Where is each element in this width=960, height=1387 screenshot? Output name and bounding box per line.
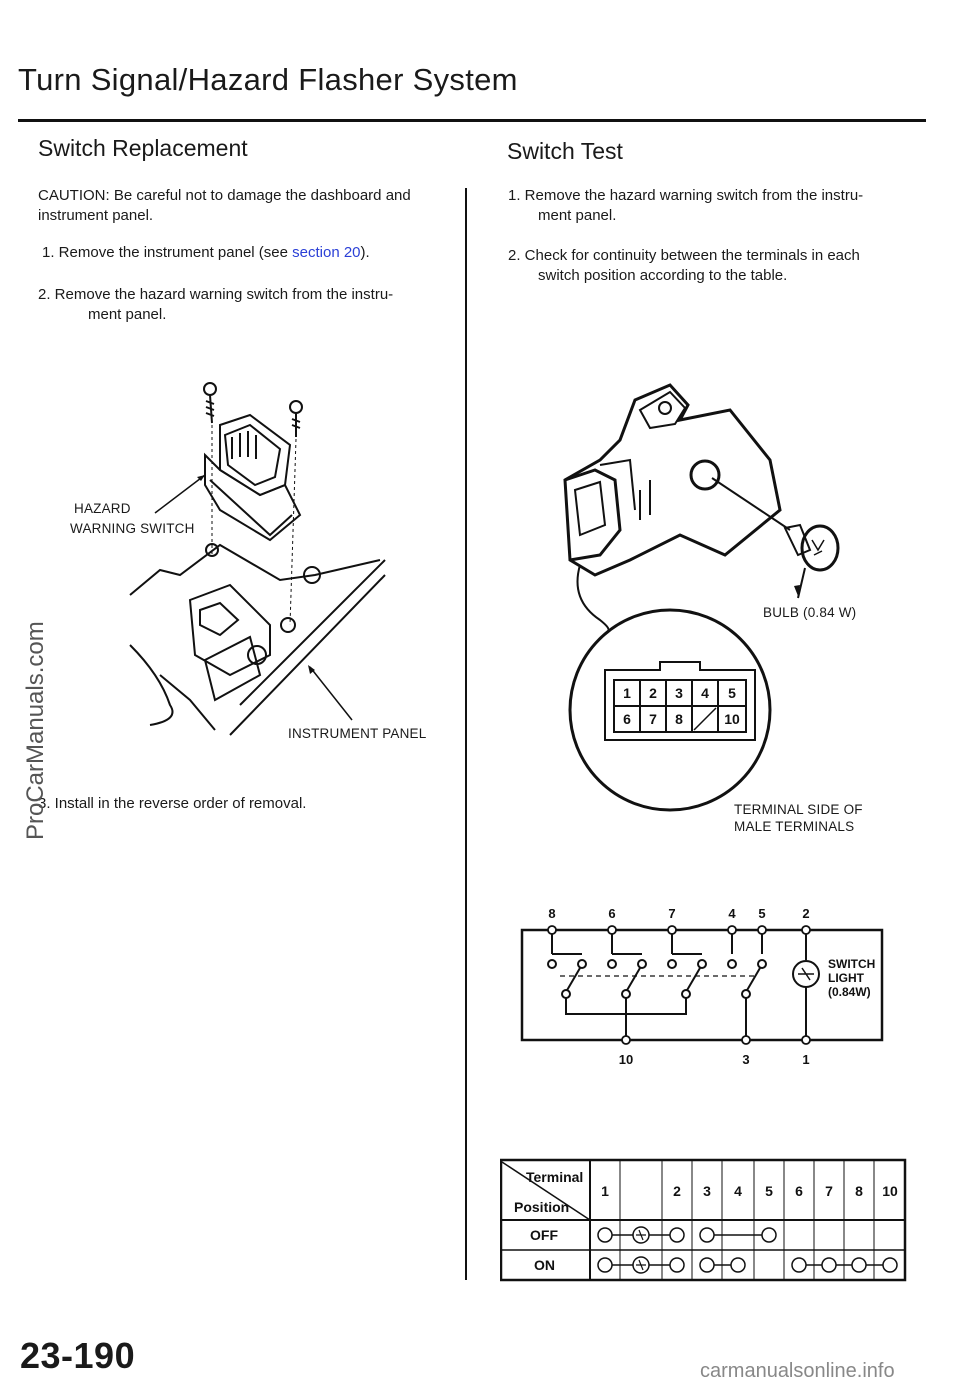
hazard-switch-removal-illustration [120,375,400,745]
switch-light-label-2: LIGHT [828,971,864,985]
pin-4: 4 [701,685,709,701]
col-5: 5 [765,1183,773,1199]
test-step-1: 1. Remove the hazard warning switch from the instru- ment panel. [508,187,864,224]
schematic-terminal-5: 5 [758,906,766,921]
switch-test-illustration [540,380,860,820]
hazard-label-line2: WARNING SWITCH [70,521,195,536]
pin-1: 1 [623,685,631,701]
switch-replacement-heading: Switch Replacement [38,135,248,161]
schematic-terminal-6: 6 [608,906,616,921]
corner-position: Position [514,1199,570,1215]
page-title: Turn Signal/Hazard Flasher System [18,62,518,97]
side-watermark: ProCarManuals.com [22,621,49,840]
caution-text: CAUTION: Be careful not to damage the dashboard and instrument panel. [38,187,411,224]
hazard-label-line1: HAZARD [74,501,131,516]
replacement-step-1: 1. Remove the instrument panel (see section 20). [42,244,370,261]
switch-test-heading: Switch Test [507,138,623,164]
corner-terminal: Terminal [526,1169,584,1185]
footer-watermark: carmanualsonline.info [700,1360,895,1382]
schematic-terminal-7: 7 [668,906,676,921]
pin-5: 5 [728,685,736,701]
schematic-terminal-3: 3 [742,1052,750,1067]
section-20-link[interactable]: section 20 [292,244,361,261]
col-8: 8 [855,1183,863,1199]
col-3: 3 [703,1183,711,1199]
bulb-label: BULB (0.84 W) [763,605,857,620]
terminal-side-label-2: MALE TERMINALS [734,819,855,834]
pin-7: 7 [649,711,657,727]
col-2: 2 [673,1183,681,1199]
switch-schematic [510,902,900,1070]
instrument-panel-label: INSTRUMENT PANEL [288,726,427,741]
terminal-side-label-1: TERMINAL SIDE OF [734,802,863,817]
schematic-terminal-2: 2 [802,906,810,921]
col-4: 4 [734,1183,742,1199]
row-off: OFF [530,1227,558,1243]
pin-8: 8 [675,711,683,727]
column-divider [465,188,467,1280]
test-step-2: 2. Check for continuity between the terminals in each switch position according to the table. [508,247,860,284]
schematic-terminal-4: 4 [728,906,736,921]
schematic-terminal-1: 1 [802,1052,810,1067]
col-10: 10 [882,1183,898,1199]
pin-6: 6 [623,711,631,727]
switch-light-label-3: (0.84W) [828,985,871,999]
pin-3: 3 [675,685,683,701]
switch-light-label-1: SWITCH [828,957,876,971]
row-on: ON [534,1257,555,1273]
page-number: 23-190 [20,1335,136,1376]
schematic-terminal-10: 10 [618,1052,634,1067]
col-6: 6 [795,1183,803,1199]
pin-10: 10 [724,711,740,727]
col-1: 1 [601,1183,609,1199]
replacement-step-2: 2. Remove the hazard warning switch from the instru- ment panel. [38,286,394,323]
pin-2: 2 [649,685,657,701]
replacement-step-3: 3. Install in the reverse order of removal. [38,795,307,812]
schematic-terminal-8: 8 [548,906,556,921]
title-rule [18,119,926,122]
continuity-table [500,1158,908,1284]
col-7: 7 [825,1183,833,1199]
